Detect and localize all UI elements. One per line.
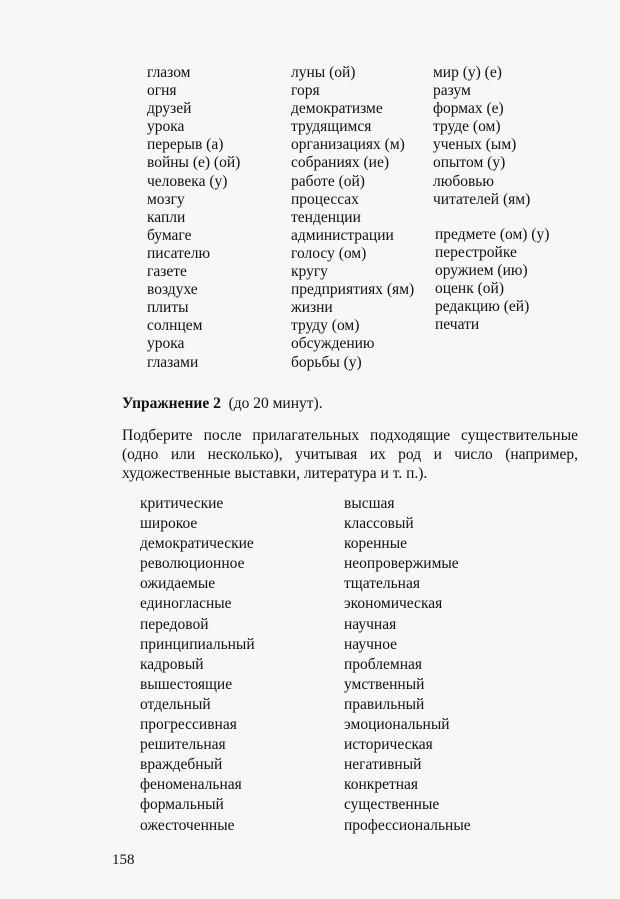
adjective-item: решительная [140, 736, 226, 754]
word-item: труде (ом) [433, 118, 501, 136]
word-item: разум [433, 82, 471, 100]
word-item: бумаге [147, 226, 192, 244]
word-item: плиты [147, 299, 189, 317]
word-item: печати [435, 316, 480, 334]
adjective-item: прогрессивная [140, 716, 237, 734]
word-column-2 [291, 64, 414, 372]
word-item: голосу (ом) [291, 244, 367, 262]
word-item: человека (у) [147, 172, 228, 190]
adjective-item: конкретная [344, 776, 419, 794]
adjective-item: формальный [140, 796, 224, 814]
exercise-instruction: Подберите после прилагательных подходящие существительные (одно или несколько), учитывая их род и число (например, художественные выставки, литература и т. п.). [122, 427, 578, 482]
adjective-item: ожидаемые [140, 575, 216, 593]
word-item: труду (ом) [291, 317, 360, 335]
adjective-item: эмоциональный [344, 716, 450, 734]
word-item: друзей [147, 100, 192, 118]
adjective-item: негативный [344, 756, 422, 774]
word-item: собраниях (ие) [291, 154, 389, 172]
adjective-item: феноменальная [140, 776, 242, 794]
word-item: урока [147, 335, 185, 353]
adjective-item: правильный [344, 695, 425, 713]
word-item: капли [147, 208, 186, 226]
adjective-item: неопровержимые [344, 555, 459, 573]
adjective-item: коренные [344, 535, 408, 553]
word-item: редакцию (ей) [435, 298, 530, 316]
word-item: мир (у) (е) [433, 64, 502, 81]
word-item: горя [291, 82, 320, 100]
word-item: предприятиях (ям) [291, 281, 415, 299]
word-item: борьбы (у) [291, 353, 362, 371]
adjective-item: передовой [140, 615, 209, 633]
word-item: глазами [147, 353, 199, 371]
adjective-item: отдельный [140, 695, 211, 713]
word-item: войны (е) (ой) [147, 154, 241, 172]
word-item: жизни [291, 299, 333, 317]
page-number: 158 [112, 852, 135, 868]
adjective-item: научное [344, 635, 398, 653]
adjective-item: высшая [344, 495, 395, 512]
word-item: солнцем [147, 317, 203, 335]
word-item: тенденции [291, 208, 361, 226]
word-item: воздухе [147, 281, 198, 299]
word-column-3-top [433, 64, 530, 209]
word-item: процессах [291, 190, 359, 208]
adjective-item: вышестоящие [140, 675, 233, 693]
word-column-1 [147, 64, 240, 372]
word-item: ученых (ым) [433, 136, 517, 154]
word-item: предмете (ом) (у) [435, 226, 550, 243]
word-item: любовью [433, 172, 494, 190]
word-item: организациях (м) [291, 136, 405, 154]
adjective-item: профессиональные [344, 816, 471, 834]
adjective-item: историческая [344, 736, 433, 754]
adjective-item: единогласные [140, 595, 232, 613]
word-item: мозгу [147, 190, 185, 208]
word-item: опытом (у) [433, 154, 506, 172]
word-item: перерыв (а) [147, 136, 224, 154]
adjective-item: принципиальный [140, 635, 255, 653]
exercise-title: Упражнение 2 [122, 395, 221, 412]
exercise-duration: (до 20 минут). [228, 395, 323, 412]
word-item: огня [147, 82, 177, 100]
word-item: глазом [147, 64, 191, 81]
adjective-item: умственный [344, 675, 425, 693]
word-item: формах (е) [433, 100, 504, 118]
word-item: кругу [291, 263, 328, 281]
word-item: демократизме [291, 100, 383, 118]
adjective-item: тщательная [344, 575, 420, 593]
adjective-column-right [344, 494, 471, 836]
word-column-3-bottom [435, 226, 549, 335]
adjective-item: критические [140, 495, 224, 512]
word-item: трудящимся [291, 118, 372, 136]
word-item: администрации [291, 226, 394, 244]
adjective-item: научная [344, 615, 397, 633]
word-item: луны (ой) [291, 64, 356, 81]
word-item: оружием (ию) [435, 262, 528, 280]
adjective-item: классовый [344, 515, 414, 533]
exercise-heading [122, 395, 323, 413]
word-item: газете [147, 263, 187, 281]
adjective-item: экономическая [344, 595, 443, 613]
adjective-item: широкое [140, 515, 198, 533]
adjective-item: революционное [140, 555, 245, 573]
adjective-item: враждебный [140, 756, 223, 774]
adjective-item: демократические [140, 535, 254, 553]
adjective-item: существенные [344, 796, 440, 814]
word-item: перестройке [435, 244, 517, 262]
word-item: оценк (ой) [435, 280, 504, 298]
word-item: обсуждению [291, 335, 375, 353]
word-item: работе (ой) [291, 172, 365, 190]
adjective-item: проблемная [344, 655, 423, 673]
adjective-column-left [140, 494, 255, 836]
word-item: урока [147, 118, 185, 136]
word-item: читателей (ям) [433, 190, 531, 208]
adjective-item: кадровый [140, 655, 204, 673]
word-item: писателю [147, 244, 211, 262]
adjective-item: ожесточенные [140, 816, 235, 834]
